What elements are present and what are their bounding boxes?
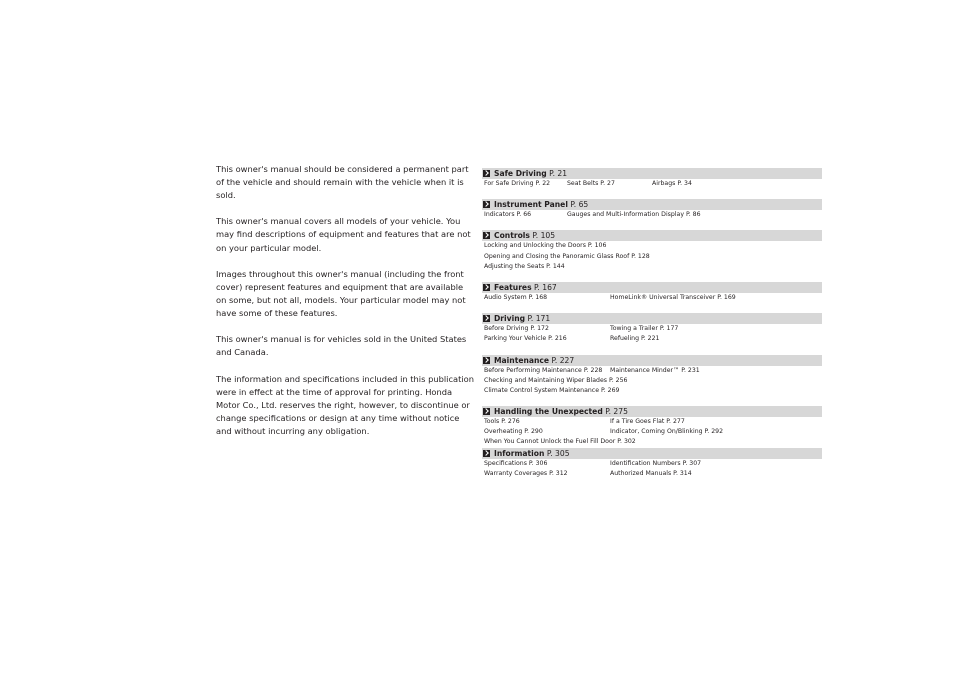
toc-link[interactable]: For Safe Driving P. 22 xyxy=(484,180,551,187)
toc-row xyxy=(482,324,822,334)
table-of-contents xyxy=(482,168,822,489)
arrow-icon xyxy=(483,201,490,208)
toc-heading[interactable] xyxy=(482,355,822,366)
toc-heading-page: P. 21 xyxy=(549,169,568,178)
toc-section-maintenance xyxy=(482,355,822,397)
arrow-icon xyxy=(483,357,490,364)
toc-link[interactable]: Parking Your Vehicle P. 216 xyxy=(484,335,567,343)
intro-paragraph: This owner's manual covers all models of your vehicle. You may find descriptions of equipment and features that are not on your particular model. xyxy=(216,216,471,253)
toc-row xyxy=(482,252,822,262)
toc-section-driving xyxy=(482,313,822,344)
toc-heading[interactable] xyxy=(482,406,822,417)
toc-row xyxy=(482,376,822,386)
intro-paragraph: The information and specifications included in this publication were in effect at the time of approval for printing. Honda Motor Co., Ltd. reserves the right, however, to discontinue or change specifications or design at any time without notice and without incurring any obligation. xyxy=(216,373,475,436)
toc-heading-page: P. 171 xyxy=(527,314,551,324)
toc-row xyxy=(482,241,822,251)
toc-row xyxy=(482,427,822,437)
arrow-icon xyxy=(483,232,490,239)
toc-section-safe-driving xyxy=(482,168,822,189)
toc-heading-page: P. 305 xyxy=(546,448,570,458)
toc-section-instrument-panel xyxy=(482,199,822,220)
toc-link[interactable]: Gauges and Multi-Information Display P. 86 xyxy=(567,211,701,219)
toc-row xyxy=(482,417,822,427)
toc-link[interactable]: Audio System P. 168 xyxy=(484,293,548,301)
arrow-icon xyxy=(483,450,490,457)
toc-section-information xyxy=(482,448,822,479)
toc-heading[interactable] xyxy=(482,313,822,324)
toc-heading-title: Information xyxy=(494,448,545,458)
toc-link[interactable]: Tools P. 276 xyxy=(484,418,520,426)
toc-heading-title: Maintenance xyxy=(494,355,550,365)
arrow-icon xyxy=(483,284,490,291)
toc-link[interactable]: Identification Numbers P. 307 xyxy=(610,459,702,467)
toc-heading-title: Instrument Panel xyxy=(494,200,568,210)
toc-link[interactable]: Indicators P. 66 xyxy=(484,211,532,219)
toc-link[interactable]: Maintenance Minder™ P. 231 xyxy=(610,366,700,374)
toc-heading[interactable] xyxy=(482,168,822,179)
toc-heading-page: P. 275 xyxy=(605,407,628,417)
toc-heading[interactable] xyxy=(482,448,822,459)
toc-link[interactable]: Seat Belts P. 27 xyxy=(567,180,615,187)
toc-section-controls xyxy=(482,230,822,272)
toc-row xyxy=(482,179,822,189)
toc-row xyxy=(482,459,822,469)
toc-link[interactable]: Refueling P. 221 xyxy=(610,335,660,343)
toc-heading-title: Driving xyxy=(494,314,526,324)
toc-row xyxy=(482,386,822,396)
toc-row xyxy=(482,366,822,376)
toc-heading-page: P. 65 xyxy=(570,200,589,210)
toc-link[interactable]: HomeLink® Universal Transceiver P. 169 xyxy=(610,293,736,301)
toc-link[interactable]: Towing a Trailer P. 177 xyxy=(610,325,679,333)
arrow-icon xyxy=(483,408,490,415)
toc-row xyxy=(482,262,822,272)
toc-heading-page: P. 105 xyxy=(532,231,556,241)
intro-paragraph: Images throughout this owner's manual (including the front cover) represent features and equipment that are available on some, but not all, models. Your particular model may not have some of these features. xyxy=(216,268,466,319)
toc-link[interactable]: Locking and Unlocking the Doors P. 106 xyxy=(484,242,607,250)
toc-row xyxy=(482,437,822,447)
toc-link[interactable]: Authorized Manuals P. 314 xyxy=(610,469,692,477)
toc-heading[interactable] xyxy=(482,230,822,241)
intro-paragraph: This owner's manual should be considered a permanent part of the vehicle and should remain with the vehicle when it is sold. xyxy=(216,164,469,201)
toc-link[interactable]: Specifications P. 306 xyxy=(484,459,548,467)
toc-link[interactable]: Overheating P. 290 xyxy=(484,428,543,436)
toc-heading[interactable] xyxy=(482,199,822,210)
toc-heading-title: Handling the Unexpected xyxy=(494,407,603,417)
toc-row xyxy=(482,334,822,344)
toc-heading-title: Controls xyxy=(494,231,530,241)
toc-link[interactable]: Climate Control System Maintenance P. 269 xyxy=(484,386,620,394)
toc-heading[interactable] xyxy=(482,282,822,293)
toc-link[interactable]: Airbags P. 34 xyxy=(652,180,692,187)
toc-heading-title: Safe Driving xyxy=(494,169,547,178)
toc-link[interactable]: Checking and Maintaining Wiper Blades P. 256 xyxy=(484,376,628,384)
arrow-icon xyxy=(483,315,490,322)
toc-link[interactable]: Before Driving P. 172 xyxy=(484,325,549,333)
toc-link[interactable]: Indicator, Coming On/Blinking P. 292 xyxy=(610,428,724,436)
toc-link[interactable]: When You Cannot Unlock the Fuel Fill Door P. 302 xyxy=(484,438,636,446)
intro-text xyxy=(216,163,474,451)
toc-heading-page: P. 167 xyxy=(534,282,557,292)
toc-heading-page: P. 227 xyxy=(551,355,575,365)
toc-section-features xyxy=(482,282,822,303)
arrow-icon xyxy=(483,170,490,177)
toc-link[interactable]: Opening and Closing the Panoramic Glass Roof P. 128 xyxy=(484,252,650,260)
toc-link[interactable]: If a Tire Goes Flat P. 277 xyxy=(610,418,685,426)
toc-link[interactable]: Before Performing Maintenance P. 228 xyxy=(484,366,603,374)
toc-link[interactable]: Warranty Coverages P. 312 xyxy=(484,469,568,477)
toc-row xyxy=(482,293,822,303)
toc-link[interactable]: Adjusting the Seats P. 144 xyxy=(484,262,565,270)
intro-paragraph: This owner's manual is for vehicles sold in the United States and Canada. xyxy=(216,334,467,358)
toc-row xyxy=(482,210,822,220)
toc-section-handling-the-unexpected xyxy=(482,406,822,448)
toc-row xyxy=(482,469,822,479)
toc-heading-title: Features xyxy=(494,282,532,292)
